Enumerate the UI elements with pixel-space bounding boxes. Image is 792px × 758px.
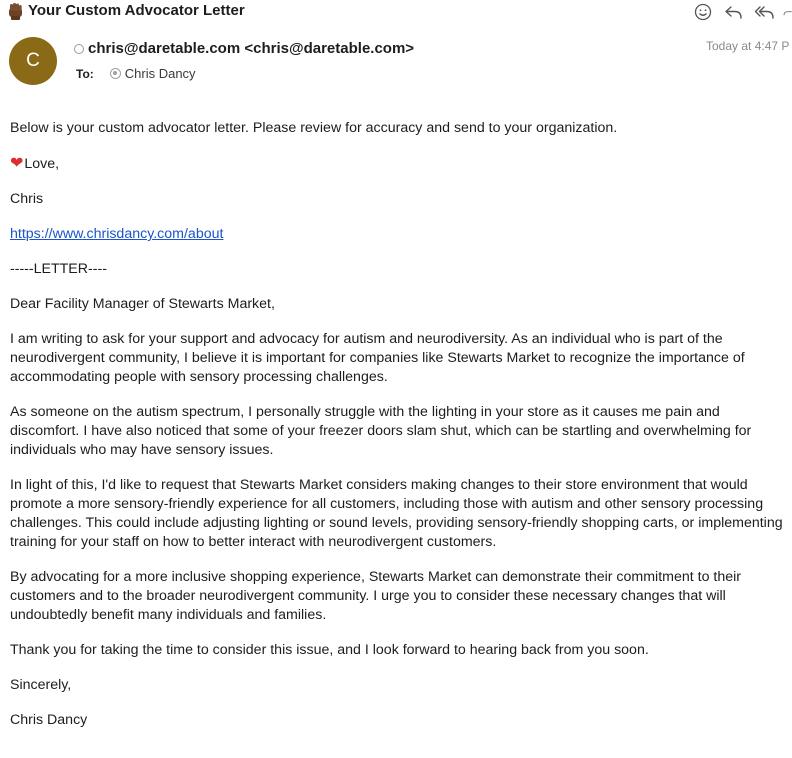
about-link[interactable]: https://www.chrisdancy.com/about xyxy=(10,226,224,242)
letter-paragraph: I am writing to ask for your support and advocacy for autism and neurodiversity. As an individual who is part of the neurodivergent community, I believe it is important for companies like Stewarts Market to recognize the importance of accommodating people with sensory processing challenges. xyxy=(10,331,745,385)
letter-paragraph: By advocating for a more inclusive shopping experience, Stewarts Market can demonstrate their commitment to their customers and to the broader neurodivergent community. I urge you to consider these necessary changes that will undoubtedly benefit many individuals and families. xyxy=(10,569,741,623)
smiley-icon[interactable] xyxy=(690,2,716,22)
intro-text: Below is your custom advocator letter. Please review for accuracy and send to your organization. xyxy=(10,120,618,136)
sender-avatar xyxy=(9,37,57,85)
to-label: To: xyxy=(76,66,94,81)
sender-address[interactable]: chris@daretable.com <chris@daretable.com> xyxy=(88,40,415,57)
message-subject: Your Custom Advocator Letter xyxy=(28,2,245,19)
red-heart-icon: ❤ xyxy=(10,155,24,172)
letter-closing-name: Chris Dancy xyxy=(10,712,88,728)
letter-paragraph: Thank you for taking the time to consider this issue, and I look forward to hearing back from you soon. xyxy=(10,642,649,658)
unread-status-icon xyxy=(74,44,84,54)
reply-icon[interactable] xyxy=(721,2,747,22)
signature-name: Chris xyxy=(10,191,44,207)
love-line xyxy=(10,154,792,174)
letter-closing: Sincerely, xyxy=(10,677,72,693)
letter-divider: -----LETTER---- xyxy=(10,261,107,277)
recipient-name[interactable]: Chris Dancy xyxy=(124,66,196,81)
contact-icon xyxy=(110,68,121,79)
link-line xyxy=(10,225,792,244)
forward-icon[interactable] xyxy=(783,2,792,22)
avatar-initial: C xyxy=(26,50,40,71)
love-text: Love, xyxy=(24,156,60,172)
subject-bar xyxy=(0,0,792,24)
letter-paragraph: In light of this, I'd like to request that Stewarts Market considers making changes to their store environment that would promote a more sensory-friendly experience for all customers, including those with autism and other sensory processing challenges. This could include adjusting lighting or sound levels, providing sensory-friendly shopping carts, or implementing training for your staff on how to better interact with neurodivergent customers. xyxy=(10,477,783,550)
sender-line xyxy=(74,40,414,57)
letter-paragraph: As someone on the autism spectrum, I personally struggle with the lighting in your store as it causes me pain and discomfort. I have also noticed that some of your freezer doors slam shut, which can be startling and overwhelming for individuals who may have sensory issues. xyxy=(10,404,752,458)
message-toolbar xyxy=(690,1,792,23)
reply-all-icon[interactable] xyxy=(752,2,778,22)
raised-fist-emoji-icon xyxy=(7,2,24,20)
message-body xyxy=(10,119,792,746)
recipient-line xyxy=(76,66,196,81)
message-timestamp: Today at 4:47 P xyxy=(706,39,790,53)
letter-greeting: Dear Facility Manager of Stewarts Market, xyxy=(10,296,275,312)
